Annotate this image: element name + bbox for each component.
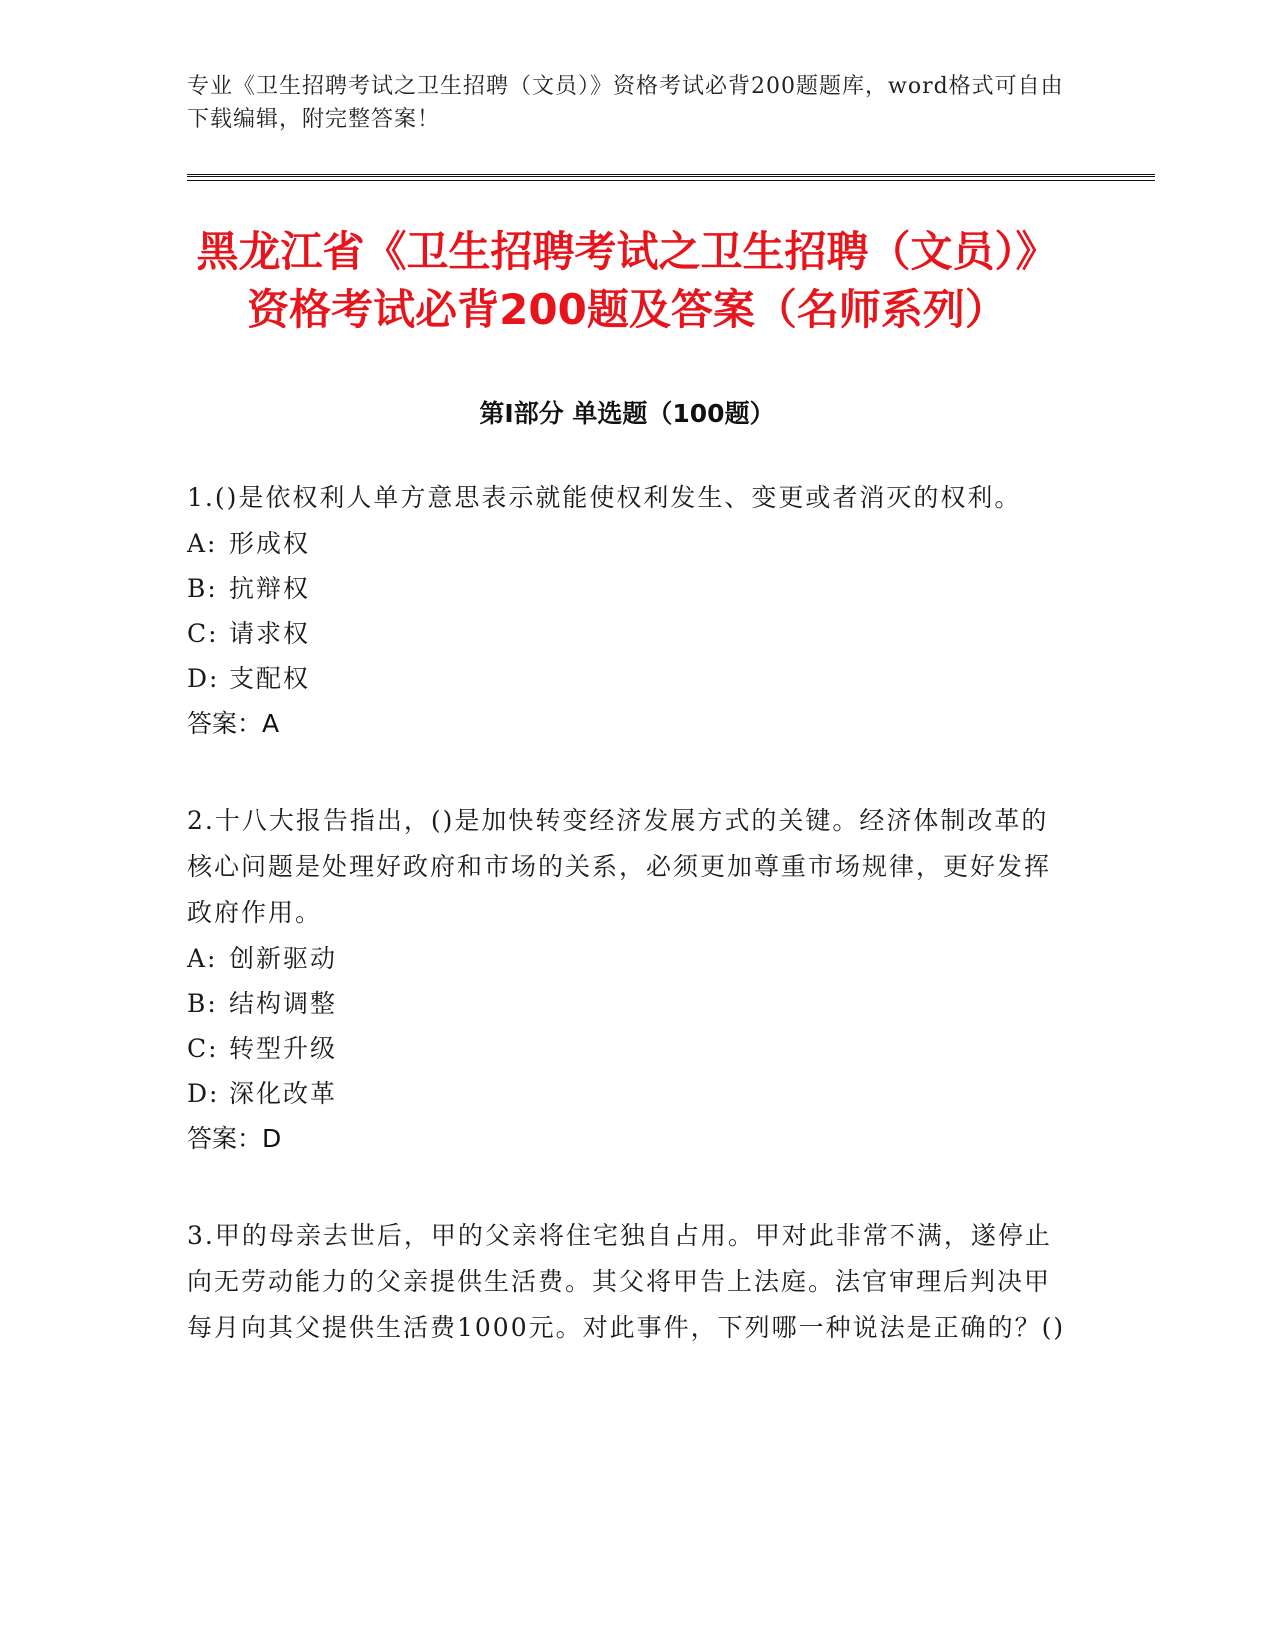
- header-note: 专业《卫生招聘考试之卫生招聘（文员）》资格考试必背200题题库，word格式可自由下载编辑，附完整答案！: [187, 74, 1064, 132]
- question-3: [187, 1213, 1067, 1351]
- option-key: C:: [187, 619, 219, 648]
- answer-line: 答案：D: [187, 1124, 282, 1153]
- document-title: 黑龙江省《卫生招聘考试之卫生招聘（文员）》资格考试必背200题及答案（名师系列）: [196, 227, 1058, 334]
- option-key: C:: [187, 1034, 219, 1063]
- answer-line: 答案：A: [187, 709, 280, 738]
- option-c: [187, 1026, 1067, 1071]
- question-2: [187, 798, 1067, 1161]
- option-text: 转型升级: [229, 1034, 338, 1063]
- option-key: B:: [187, 574, 218, 603]
- option-key: B:: [187, 989, 218, 1018]
- option-key: D:: [187, 1079, 220, 1108]
- option-text: 形成权: [229, 529, 311, 558]
- option-b: [187, 566, 1067, 611]
- question-stem: 2.十八大报告指出，()是加快转变经济发展方式的关键。经济体制改革的核心问题是处理好政府和市场的关系，必须更加尊重市场规律，更好发挥政府作用。: [187, 806, 1052, 927]
- option-b: [187, 981, 1067, 1026]
- option-key: D:: [187, 664, 220, 693]
- option-text: 结构调整: [229, 989, 338, 1018]
- option-text: 请求权: [229, 619, 311, 648]
- option-text: 深化改革: [229, 1079, 338, 1108]
- option-a: [187, 521, 1067, 566]
- question-list: [187, 475, 1147, 1351]
- option-key: A:: [187, 944, 218, 973]
- document-page: [187, 70, 1147, 1351]
- option-text: 支配权: [229, 664, 311, 693]
- section-heading: 第I部分 单选题（100题）: [479, 399, 775, 428]
- option-d: [187, 1071, 1067, 1116]
- option-a: [187, 936, 1067, 981]
- option-key: A:: [187, 529, 218, 558]
- header-divider: [187, 174, 1155, 181]
- question-stem: 3.甲的母亲去世后，甲的父亲将住宅独自占用。甲对此非常不满，遂停止向无劳动能力的父亲提供生活费。其父将甲告上法庭。法官审理后判决甲每月向其父提供生活费1000元。对此事件，下列哪一种说法是正确的？(): [187, 1221, 1066, 1342]
- option-text: 抗辩权: [229, 574, 311, 603]
- option-d: [187, 656, 1067, 701]
- option-text: 创新驱动: [229, 944, 338, 973]
- question-stem: 1.()是依权利人单方意思表示就能使权利发生、变更或者消灭的权利。: [187, 483, 1022, 512]
- option-c: [187, 611, 1067, 656]
- question-1: [187, 475, 1067, 746]
